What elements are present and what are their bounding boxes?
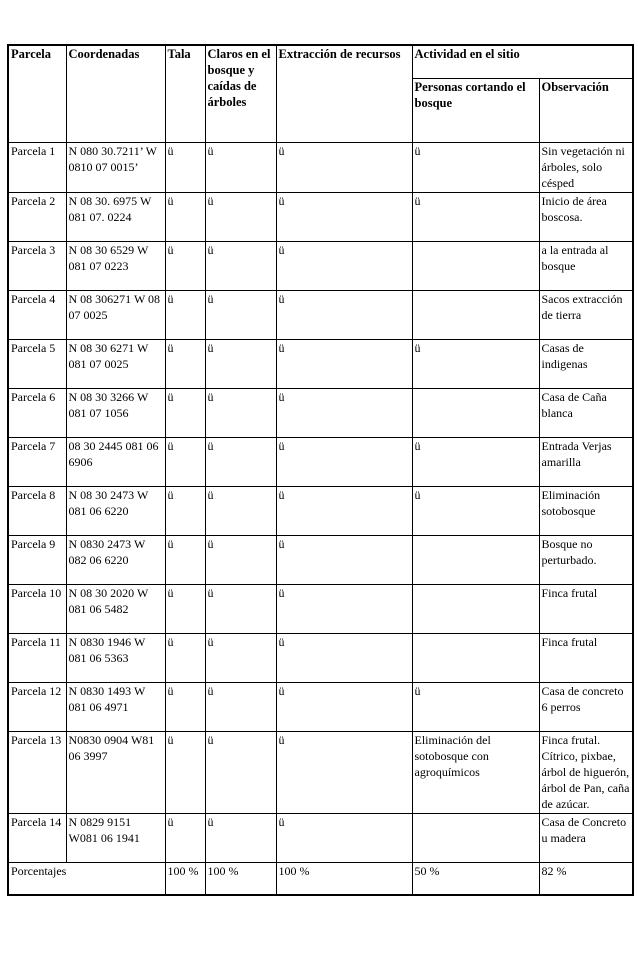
extraccion-check-cell [276,731,412,813]
personas-cell [412,437,539,486]
observacion-cell: Inicio de área boscosa. [539,192,633,241]
check-symbol: ü [414,193,421,208]
claros-check-cell [205,486,276,535]
personas-cell [412,339,539,388]
coordenadas-cell: N 08 30 6271 W 081 07 0025 [66,339,165,388]
check-symbol: ü [207,585,214,600]
observacion-cell: Sin vegetación ni árboles, solo césped [539,142,633,192]
claros-check-cell [205,192,276,241]
claros-check-cell [205,388,276,437]
header-row-top [8,45,633,78]
percentage-claros: 100 % [205,862,276,895]
observacion-cell: Eliminación sotobosque [539,486,633,535]
tala-check-cell [165,339,205,388]
claros-check-cell [205,290,276,339]
parcela-cell: Parcela 1 [8,142,66,192]
extraccion-check-cell [276,388,412,437]
personas-cell [412,486,539,535]
observacion-cell: Finca frutal. Cítrico, pixbae, árbol de higuerón, árbol de Pan, caña de azúcar. [539,731,633,813]
observacion-cell: Entrada Verjas amarilla [539,437,633,486]
claros-check-cell [205,339,276,388]
personas-cell [412,290,539,339]
check-symbol: ü [167,536,174,551]
check-symbol: ü [167,438,174,453]
parcela-cell: Parcela 8 [8,486,66,535]
percentages-label: Porcentajes [8,862,165,895]
personas-cell [412,584,539,633]
observacion-cell: a la entrada al bosque [539,241,633,290]
check-symbol: ü [167,193,174,208]
check-symbol: ü [278,732,285,747]
check-symbol: ü [207,732,214,747]
check-symbol: ü [207,438,214,453]
coordenadas-cell: N 08 30 6529 W 081 07 0223 [66,241,165,290]
check-symbol: ü [207,536,214,551]
tala-check-cell [165,437,205,486]
check-symbol: ü [414,340,421,355]
extraccion-check-cell [276,535,412,584]
check-symbol: ü [167,585,174,600]
check-symbol: ü [414,438,421,453]
tala-check-cell [165,535,205,584]
table-body [8,142,633,862]
tala-check-cell [165,241,205,290]
check-symbol: ü [278,291,285,306]
check-symbol: ü [207,242,214,257]
claros-check-cell [205,813,276,862]
parcela-cell: Parcela 2 [8,192,66,241]
check-symbol: ü [414,143,421,158]
check-symbol: ü [207,814,214,829]
table-footer [8,862,633,895]
claros-check-cell [205,241,276,290]
parcela-cell: Parcela 9 [8,535,66,584]
check-symbol: ü [167,683,174,698]
parcela-cell: Parcela 5 [8,339,66,388]
extraccion-check-cell [276,437,412,486]
tala-check-cell [165,486,205,535]
check-symbol: ü [278,634,285,649]
extraccion-check-cell [276,813,412,862]
tala-check-cell [165,142,205,192]
check-symbol: ü [207,634,214,649]
col-header-actividad: Actividad en el sitio [412,45,633,78]
personas-cell [412,813,539,862]
table-header [8,45,633,142]
extraccion-check-cell [276,339,412,388]
claros-check-cell [205,584,276,633]
col-header-claros: Claros en el bosque y caídas de árboles [205,45,276,142]
observacion-cell: Casas de indigenas [539,339,633,388]
extraccion-check-cell [276,633,412,682]
observacion-cell: Casa de Caña blanca [539,388,633,437]
coordenadas-cell: N 08 306271 W 08 07 0025 [66,290,165,339]
check-symbol: ü [278,242,285,257]
coordenadas-cell: N 080 30.7211’ W 0810 07 0015’ [66,142,165,192]
check-symbol: ü [207,143,214,158]
coordenadas-cell: N 08 30. 6975 W 081 07. 0224 [66,192,165,241]
parcela-cell: Parcela 11 [8,633,66,682]
observacion-cell: Finca frutal [539,633,633,682]
col-header-observacion: Observación [539,78,633,142]
personas-cell [412,241,539,290]
check-symbol: ü [167,634,174,649]
check-symbol: ü [167,242,174,257]
tala-check-cell [165,388,205,437]
col-header-coordenadas: Coordenadas [66,45,165,142]
parcela-cell: Parcela 7 [8,437,66,486]
check-symbol: ü [414,683,421,698]
check-symbol: ü [278,143,285,158]
extraccion-check-cell [276,290,412,339]
table-row [8,486,633,535]
personas-cell [412,682,539,731]
check-symbol: ü [207,389,214,404]
check-symbol: ü [207,340,214,355]
col-header-tala: Tala [165,45,205,142]
personas-cell [412,142,539,192]
tala-check-cell [165,813,205,862]
percentages-row [8,862,633,895]
check-symbol: ü [278,340,285,355]
table-row [8,813,633,862]
personas-cell [412,633,539,682]
claros-check-cell [205,142,276,192]
table-row [8,290,633,339]
extraccion-check-cell [276,682,412,731]
parcela-cell: Parcela 10 [8,584,66,633]
observacion-cell: Casa de Concreto u madera [539,813,633,862]
observacion-cell: Finca frutal [539,584,633,633]
table-row [8,584,633,633]
tala-check-cell [165,682,205,731]
table-row [8,241,633,290]
table-row [8,633,633,682]
check-symbol: ü [167,487,174,502]
check-symbol: ü [207,193,214,208]
table-row [8,535,633,584]
check-symbol: ü [278,193,285,208]
claros-check-cell [205,731,276,813]
check-symbol: ü [207,683,214,698]
observacion-cell: Casa de concreto 6 perros [539,682,633,731]
coordenadas-cell: 08 30 2445 081 06 6906 [66,437,165,486]
observacion-cell: Sacos extracción de tierra [539,290,633,339]
observacion-cell: Bosque no perturbado. [539,535,633,584]
check-symbol: ü [278,536,285,551]
check-symbol: ü [414,487,421,502]
coordenadas-cell: N 08 30 2473 W 081 06 6220 [66,486,165,535]
check-symbol: ü [167,814,174,829]
tala-check-cell [165,584,205,633]
percentage-tala: 100 % [165,862,205,895]
extraccion-check-cell [276,241,412,290]
extraccion-check-cell [276,142,412,192]
check-symbol: ü [207,291,214,306]
percentage-extraccion: 100 % [276,862,412,895]
table-row [8,682,633,731]
parcela-cell: Parcela 3 [8,241,66,290]
parcela-cell: Parcela 6 [8,388,66,437]
personas-cell: Eliminación del sotobosque con agroquímicos [412,731,539,813]
coordenadas-cell: N0830 0904 W81 06 3997 [66,731,165,813]
parcela-cell: Parcela 13 [8,731,66,813]
claros-check-cell [205,535,276,584]
coordenadas-cell: N 08 30 3266 W 081 07 1056 [66,388,165,437]
personas-cell [412,388,539,437]
col-header-parcela: Parcela [8,45,66,142]
check-symbol: ü [278,389,285,404]
check-symbol: ü [167,143,174,158]
claros-check-cell [205,633,276,682]
table-row [8,437,633,486]
check-symbol: ü [278,585,285,600]
table-row [8,192,633,241]
tala-check-cell [165,192,205,241]
check-symbol: ü [278,487,285,502]
col-header-personas: Personas cortando el bosque [412,78,539,142]
coordenadas-cell: N 0830 2473 W 082 06 6220 [66,535,165,584]
personas-cell [412,192,539,241]
extraccion-check-cell [276,584,412,633]
tala-check-cell [165,290,205,339]
coordenadas-cell: N 0829 9151 W081 06 1941 [66,813,165,862]
parcela-cell: Parcela 14 [8,813,66,862]
coordenadas-cell: N 08 30 2020 W 081 06 5482 [66,584,165,633]
check-symbol: ü [167,291,174,306]
table-row [8,388,633,437]
table-row [8,339,633,388]
table-row [8,142,633,192]
personas-cell [412,535,539,584]
check-symbol: ü [167,340,174,355]
percentage-personas: 50 % [412,862,539,895]
percentage-observacion: 82 % [539,862,633,895]
claros-check-cell [205,682,276,731]
check-symbol: ü [278,438,285,453]
extraccion-check-cell [276,486,412,535]
check-symbol: ü [207,487,214,502]
check-symbol: ü [278,683,285,698]
check-symbol: ü [278,814,285,829]
coordenadas-cell: N 0830 1946 W 081 06 5363 [66,633,165,682]
claros-check-cell [205,437,276,486]
parcel-survey-table [7,44,634,896]
table-row [8,731,633,813]
col-header-extraccion: Extracción de recursos [276,45,412,142]
tala-check-cell [165,731,205,813]
check-symbol: ü [167,389,174,404]
tala-check-cell [165,633,205,682]
parcela-cell: Parcela 12 [8,682,66,731]
extraccion-check-cell [276,192,412,241]
parcela-cell: Parcela 4 [8,290,66,339]
check-symbol: ü [167,732,174,747]
coordenadas-cell: N 0830 1493 W 081 06 4971 [66,682,165,731]
